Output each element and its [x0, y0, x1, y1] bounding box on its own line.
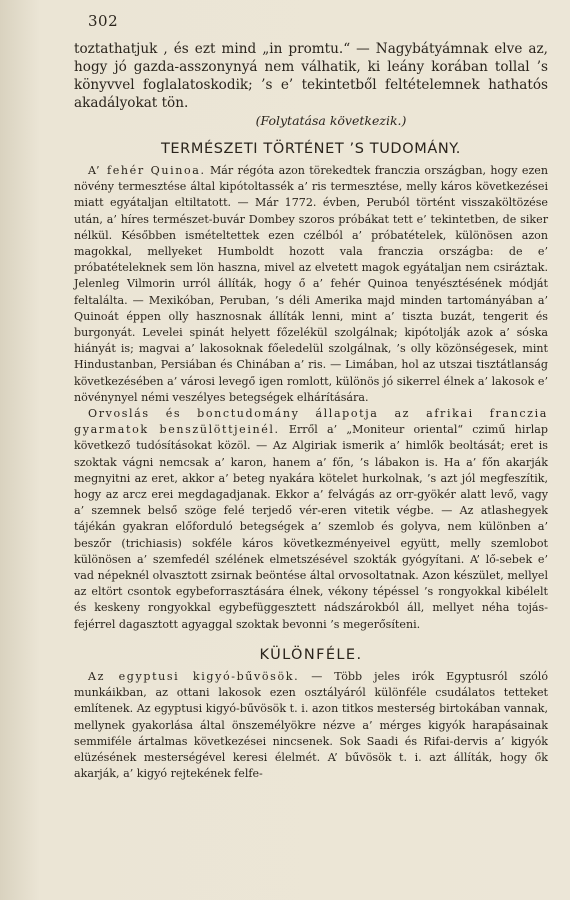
snake-charmers-text: — Több jeles irók Egyptusról szóló munkáikban, az ottani lakosok ezen osztályáról különféle csudálatos tetteket említenek. Az egyptusi kigyó-bűvösök t. i. azon titkos mesterség birtokában vannak, mellynek gyakorlása által önszemélyökre nézve a’ mérges kigyók harapásainak semmiféle ártalmas következései nincsenek. Sok Saadi és Rifai-dervis a’ kigyók elüzésének mesterségével keresi élelmét. A’ bűvösök t. i. azt állíták, hogy ők akarják, a’ kigyó rejtekének felfe-: [74, 669, 548, 781]
section-heading-miscellaneous: KÜLÖNFÉLE.: [259, 646, 363, 663]
intro-paragraph: toztathatjuk , és ezt mind „in promtu.“ — Nagybátyámnak elve az, hogy jó gazda-asszonynyá nem válhatik, ki leány korában tollal ’s könyvvel foglalatoskodik; ’s e’ tekintetből feltételemnek hathatós akadályokat tön.: [74, 41, 548, 111]
page-number: 302: [88, 12, 119, 30]
quinoa-paragraph: [74, 163, 548, 406]
medicine-text: Erről a’ „Moniteur oriental“ czimű hirlap következő tudósításokat közöl. — Az Algiriak ismerik a’ himlők beoltását; eret is szoktak vágni nemcsak a’ karon, hanem a’ főn, ’s lábakon is. Ha a’ főn akarják megnyitni az eret, akkor a’ beteg nyakára kötelet hurkolnak, ’s azt jól megfeszítik, hogy az arcz erei megdagadjanak. Ekkor a’ felvágás az orr-gyökér alatt levő, vagy a’ szemnek belső szöge felé terjedő vér-eren vitetik végbe. — Az atlashegyek tájékán gyakran előforduló betegségek a’ szemlob és golyva, nem különben a’ beszőr (trichiasis) sokféle káros következményeivel együtt, melly szemlobot különösen a’ szemfedél szélének elmetszésével szokták gyógyítani. A’ lő-sebek e’ vad népeknél olvasztott zsirnak beöntése által orvosoltatnak. Azon készület, mellyel az eltört csontok egybeforrasztására élnek, vékony tépéssel ’s rongyokkal kibélelt és keskeny rongyokkal egybefüggesztett nádszárokból áll, mellyet néha tojás-fejérrel dagasztott agyaggal szoktak bevonni ’s megerősíteni.: [74, 423, 549, 631]
snake-charmers-lead: Az egyptusi kigyó-bűvösök.: [88, 669, 300, 683]
medicine-lead: Orvoslás és bonctudomány állapotja az afrikai franczia gyarmatok benszülöttjeinél.: [74, 407, 548, 437]
quinoa-lead: A’ fehér Quinoa.: [88, 164, 206, 177]
quinoa-text: Már régóta azon törekedtek franczia országban, hogy ezen növény termesztése által kipótoltassék a’ ris termesztése, melly káros következései miatt egyátaljan eltiltatott. — Már 1772. évben, Peruból történt visszaköltözése után, a’ híres természet-buvár Dombey szoros próbákat tett e’ tekintetben, de siker nélkül. Későbben ismételtettek ezen czélból a’ próbatételek, különösen azon magokkal, mellyeket Humboldt hozott vala franczia országba: de e’ próbatételeknek sem lön haszna, mivel az elvetett magok egyátaljan nem csiráztak. Jelenleg Vilmorin urról állíták, hogy ő a’ fehér Quinoa tenyésztésének módját feltalálta. — Mexikóban, Peruban, ’s déli Amerika majd minden tartományában a’ Quinoát éppen olly hasznosnak állíták lenni, mint a’ tiszta buzát, tengerit és burgonyát. Levelei spinát helyett főzelékül szolgálnak; kipótolják azok a’ sóska hiányát is; magvai a’ lakosoknak főeledelül szolgálnak, ’s olly közönségesek, mint Hindustanban, Persiában és Chinában a’ ris. — Limában, hol az utszai tisztátlanság következésében a’ városi levegő igen romlott, különös jó sikerrel élnek a’ lakosok e’ növénynyel némi veszélyes betegségek elhárítására.: [74, 164, 549, 404]
continuation-note: (Folytatása következik.): [255, 113, 407, 128]
snake-charmers-paragraph: [74, 669, 548, 782]
section-heading-natural-history: TERMÉSZETI TÖRTÉNET ’S TUDOMÁNY.: [160, 141, 462, 157]
medicine-paragraph: [74, 406, 548, 633]
